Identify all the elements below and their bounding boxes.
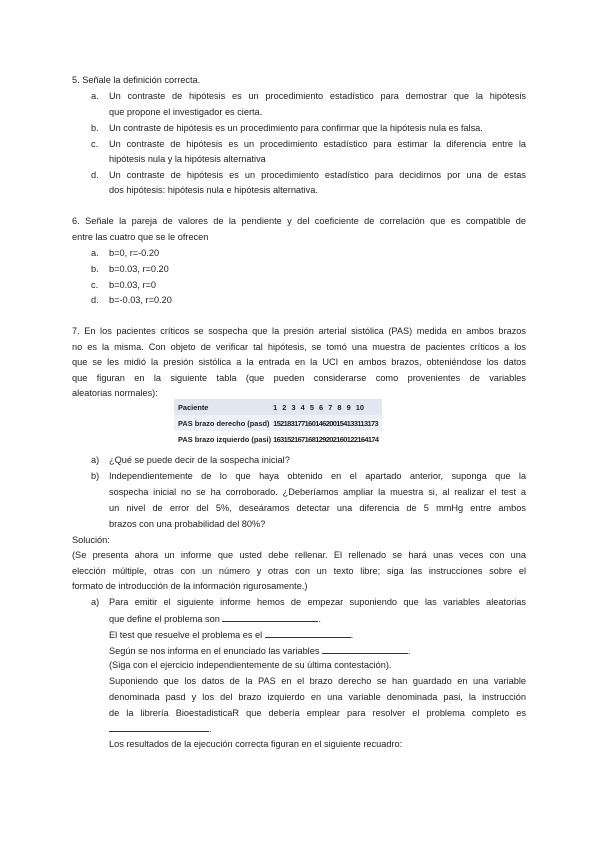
q7-part-b-line4: brazos con una probabilidad del 80%?: [109, 519, 266, 529]
period: .: [350, 630, 354, 640]
solution-intro-line1: (Se presenta ahora un informe que usted debe rellenar. El rellenado se hará unas veces con una: [72, 550, 526, 560]
row-label-pasi: PAS brazo izquierdo (pasi): [178, 434, 272, 444]
solution-a-line9: [109, 722, 212, 735]
solution-a-line5: (Siga con el ejercicio independientemente de su última contestación).: [109, 660, 392, 670]
q7-part-a-mark: a): [91, 455, 100, 465]
header-cell: 4: [300, 402, 305, 412]
test-name-blank[interactable]: [265, 628, 351, 638]
instruction-blank[interactable]: [109, 722, 209, 732]
table-header-values: [273, 399, 382, 415]
q5-option-c-line1: Un contraste de hipótesis es un procedimiento estadístico para estimar la diferencia entre la: [109, 139, 526, 149]
solution-intro-line3: formato de introducción de la información rigurosamente.): [72, 581, 308, 591]
pas-data-table: [174, 399, 382, 447]
period: .: [318, 614, 321, 624]
solution-a-line2-text: que define el problema son: [109, 614, 220, 624]
random-variables-blank[interactable]: [222, 612, 318, 622]
header-cell: 1: [273, 402, 278, 412]
q7-stem-line4: que figuran en la siguiente tabla (que pueden considerarse como provenientes de variables: [72, 373, 526, 383]
q6-option-c-mark: c.: [91, 280, 99, 290]
q7-part-b-line3: un nivel de error del 5%, deseáramos detectar una diferencia de 5 mmHg entre ambos: [109, 503, 526, 513]
header-cell: 9: [346, 402, 351, 412]
solution-intro-line2: elección múltiple, otras con un número y otras con un texto libre; siga las instrucciones sobre el: [72, 566, 526, 576]
q6-stem-line2: entre las cuatro que se le ofrecen: [72, 232, 209, 242]
q6-option-d-mark: d.: [91, 295, 99, 305]
table-row-pasi: [174, 431, 382, 447]
header-cell: 5: [309, 402, 314, 412]
q7-stem-line5: aleatorias normales):: [72, 388, 158, 398]
table-row-pasd: [174, 415, 382, 431]
solution-a-line7: denominada pasd y los del brazo izquierdo en una variable denominada pasi, la instrucción: [109, 692, 526, 702]
solution-a-mark: a): [91, 597, 100, 607]
solution-a-line8: de la librería BioestadisticaR que debería emplear para resolver el problema completo es: [109, 708, 526, 718]
q7-part-b-mark: b): [91, 471, 100, 481]
variables-info-blank[interactable]: [322, 644, 408, 654]
q6-option-a-text: b=0, r=-0.20: [109, 248, 160, 258]
q6-option-c-text: b=0.03, r=0: [109, 280, 156, 290]
q5-option-a-line2: que propone el investigador es cierta.: [109, 107, 263, 117]
row-values-pasi: 163152167168129202160122164174: [273, 434, 379, 444]
table-header-label: Paciente: [174, 399, 273, 415]
q5-option-d-line2: dos hipótesis: hipótesis nula e hipótesis alternativa.: [109, 185, 318, 195]
q7-part-b-line2: sospecha inicial no se ha corroborado. ¿Deberíamos ampliar la muestra si, al realizar el test a: [109, 487, 526, 497]
row-values-pasd: 152183177160146200154133113173: [273, 415, 382, 431]
q5-option-c-line2: hipótesis nula y la hipótesis alternativa: [109, 154, 266, 164]
header-cell: 8: [337, 402, 342, 412]
solution-a-line6: Suponiendo que los datos de la PAS en el brazo derecho se han guardado en una variable: [109, 676, 526, 686]
q6-option-d-text: b=-0.03, r=0.20: [109, 295, 172, 305]
period: .: [209, 724, 212, 734]
q5-option-a-mark: a.: [91, 91, 99, 101]
q5-option-d-mark: d.: [91, 170, 99, 180]
header-cell: 3: [291, 402, 296, 412]
row-label-pasd: PAS brazo derecho (pasd): [174, 415, 273, 431]
q6-option-a-mark: a.: [91, 248, 99, 258]
table-header-row: [174, 399, 382, 415]
solution-heading: Solución:: [72, 535, 110, 545]
solution-a-line2: [109, 612, 321, 625]
q7-stem-line1: 7. En los pacientes críticos se sospecha que la presión arterial sistólica (PAS) medida en ambos brazos: [72, 326, 526, 336]
header-cell: 2: [282, 402, 287, 412]
solution-a-line3-text: El test que resuelve el problema es el: [109, 630, 263, 640]
q7-part-a-text: ¿Qué se puede decir de la sospecha inicial?: [109, 455, 290, 465]
q7-part-b-line1: Independientemente de lo que haya obtenido en el apartado anterior, suponga que la: [109, 471, 526, 481]
header-cell: 10: [355, 402, 364, 412]
period: .: [408, 646, 411, 656]
solution-a-line4-text: Según se nos informa en el enunciado las variables: [109, 646, 320, 656]
q6-option-b-text: b=0.03, r=0.20: [109, 264, 169, 274]
q5-option-d-line1: Un contraste de hipótesis es un procedimiento estadístico para decidirnos por una de estas: [109, 170, 526, 180]
header-cell: 6: [319, 402, 324, 412]
q6-stem-line1: 6. Señale la pareja de valores de la pendiente y del coeficiente de correlación que es compatible de: [72, 216, 526, 226]
header-cell: 7: [328, 402, 333, 412]
q5-option-b-text: Un contraste de hipótesis es un procedimiento para confirmar que la hipótesis nula es falsa.: [109, 123, 483, 133]
solution-a-line1: Para emitir el siguiente informe hemos de empezar suponiendo que las variables aleatorias: [109, 597, 526, 607]
q5-option-c-mark: c.: [91, 139, 99, 149]
solution-a-line10: Los resultados de la ejecución correcta figuran en el siguiente recuadro:: [109, 739, 403, 749]
q7-stem-line3: que se les midió la presión sistólica a la entrada en la UCI en ambos brazos, obteniéndose los datos: [72, 357, 526, 367]
solution-a-line4: [109, 644, 411, 657]
q5-option-a-line1: Un contraste de hipótesis es un procedimiento estadístico para demostrar que la hipótesis: [109, 91, 526, 101]
q5-option-b-mark: b.: [91, 123, 99, 133]
q6-option-b-mark: b.: [91, 264, 99, 274]
solution-a-line3: [109, 628, 353, 641]
q5-title: 5. Señale la definición correcta.: [72, 75, 201, 85]
q7-stem-line2: no es la misma. Con objeto de verificar tal hipótesis, se tomó una muestra de pacientes críticos a los: [72, 342, 526, 352]
